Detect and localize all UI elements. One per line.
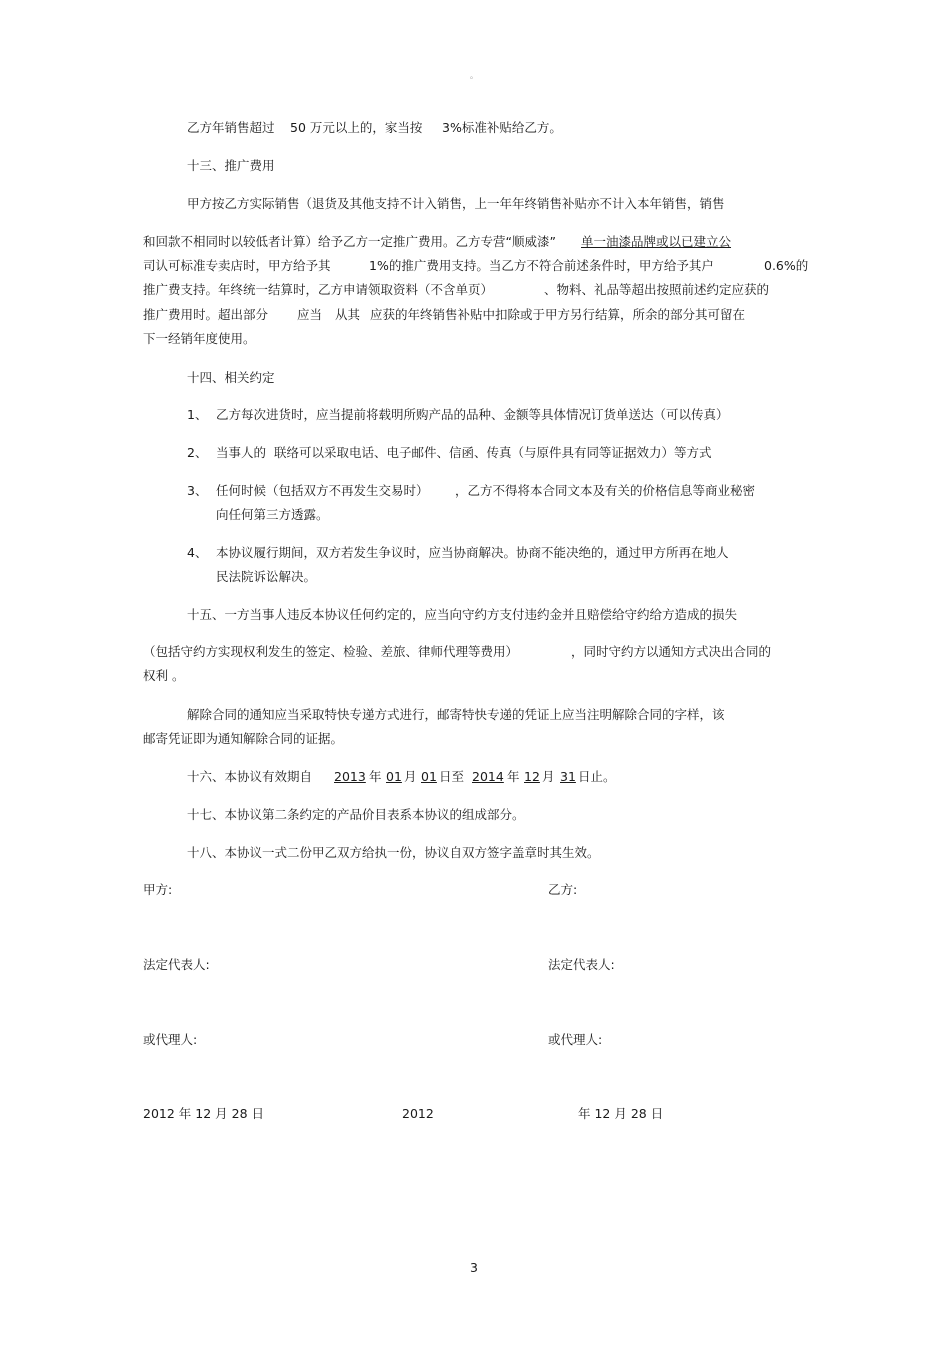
- s13-line-4a: 推广费支持。年终统一结算时，乙方申请领取资料（不含单页）: [143, 282, 494, 297]
- s16-yue-2: 月: [542, 769, 555, 784]
- agent-b-label: 或代理人:: [548, 1032, 603, 1047]
- s14-item-3-num: 3、: [187, 483, 208, 498]
- section-17: 十七、本协议第二条约定的产品价目表系本协议的组成部分。: [187, 807, 525, 822]
- s13-line-5d: 应获的年终销售补贴中扣除或于甲方另行结算，所余的部分其可留在: [370, 307, 746, 322]
- s13-line-6: 下一经销年度使用。: [143, 331, 256, 346]
- agent-a-label: 或代理人:: [143, 1032, 198, 1047]
- s16-nian-2: 年: [507, 769, 520, 784]
- date-b-year: 2012: [402, 1106, 434, 1121]
- s16-prefix: 十六、本协议有效期自: [187, 769, 313, 784]
- s14-item-3-text-a: 任何时候（包括双方不再发生交易时）: [216, 483, 429, 498]
- date-a: 2012 年 12 月 28 日: [143, 1106, 264, 1121]
- s16-ri-end: 日止。: [578, 769, 616, 784]
- s14-item-4-text-b: 民法院诉讼解决。: [216, 569, 317, 584]
- s13-line-2a: 和回款不相同时以较低者计算）给予乙方一定推广费用。乙方专营“顺威漆”: [143, 234, 556, 249]
- legal-rep-a-label: 法定代表人:: [143, 957, 210, 972]
- s14-item-2-text-b: 联络可以采取电话、电子邮件、信函、传真（与原件具有同等证据效力）等方式: [274, 445, 712, 460]
- s13-line-5c: 从其: [335, 307, 361, 322]
- party-a-label: 甲方:: [143, 882, 173, 897]
- party-b-label: 乙方:: [548, 882, 578, 897]
- s14-item-4-text-a: 本协议履行期间，双方若发生争议时，应当协商解决。协商不能决绝的，通过甲方所再在地人: [216, 545, 729, 560]
- s13-line-3b: 1%的推广费用支持。当乙方不符合前述条件时，甲方给予其户: [369, 258, 714, 273]
- legal-rep-b-label: 法定代表人:: [548, 957, 615, 972]
- s16-start-month: 01: [386, 769, 402, 784]
- s15-line-1: 十五、一方当事人违反本协议任何约定的，应当向守约方支付违约金并且赔偿给守约给方造成的损失: [187, 607, 738, 622]
- s13-line-3c: 0.6%的: [764, 258, 809, 273]
- s14-item-2-text-a: 当事人的: [216, 445, 267, 460]
- section-18: 十八、本协议一式二份甲乙双方给执一份，协议自双方签字盖章时其生效。: [187, 845, 600, 860]
- s16-start-year: 2013: [334, 769, 366, 784]
- header-mark: 。: [470, 71, 478, 80]
- s14-item-1-text: 乙方每次进货时，应当提前将载明所购产品的品种、金额等具体情况订货单送达（可以传真）: [216, 407, 729, 422]
- p1-c: 3%标准补贴给乙方。: [442, 120, 562, 135]
- s16-yue-1: 月: [404, 769, 417, 784]
- p1-b: 50 万元以上的，家当按: [290, 120, 423, 135]
- rescind-line-2: 邮寄凭证即为通知解除合同的证据。: [143, 731, 344, 746]
- s15-line-2a: （包括守约方实现权利发生的签定、检验、差旅、律师代理等费用）: [143, 644, 519, 659]
- s14-item-3-text-c: 向任何第三方透露。: [216, 507, 329, 522]
- section-14-title: 十四、相关约定: [187, 370, 275, 385]
- s16-nian-1: 年: [369, 769, 382, 784]
- s16-end-year: 2014: [472, 769, 504, 784]
- s16-ri-zhi: 日至: [439, 769, 465, 784]
- s14-item-4-num: 4、: [187, 545, 208, 560]
- s13-line-3a: 司认可标准专卖店时，甲方给予其: [143, 258, 331, 273]
- s13-line-2b: 单一油漆品牌或以已建立公: [581, 234, 732, 249]
- s16-end-day: 31: [560, 769, 576, 784]
- s13-line-1: 甲方按乙方实际销售（退货及其他支持不计入销售，上一年年终销售补贴亦不计入本年销售，销售: [187, 196, 725, 211]
- s13-line-4b: 、物料、礼品等超出按照前述约定应获的: [544, 282, 770, 297]
- date-b-rest: 年 12 月 28 日: [578, 1106, 664, 1121]
- s16-end-month: 12: [524, 769, 540, 784]
- s14-item-2-num: 2、: [187, 445, 208, 460]
- section-13-title: 十三、推广费用: [187, 158, 275, 173]
- s13-line-5b: 应当: [297, 307, 323, 322]
- rescind-line-1: 解除合同的通知应当采取特快专递方式进行，邮寄特快专递的凭证上应当注明解除合同的字样，该: [187, 707, 725, 722]
- page-number: 3: [470, 1260, 478, 1275]
- s14-item-1-num: 1、: [187, 407, 208, 422]
- s14-item-3-text-b: ，乙方不得将本合同文本及有关的价格信息等商业秘密: [455, 483, 756, 498]
- s13-line-5a: 推广费用时。超出部分: [143, 307, 269, 322]
- s16-start-day: 01: [421, 769, 437, 784]
- s15-line-3: 权利 。: [143, 668, 185, 683]
- s15-line-2b: ，同时守约方以通知方式决出合同的: [571, 644, 772, 659]
- p1-a: 乙方年销售超过: [187, 120, 275, 135]
